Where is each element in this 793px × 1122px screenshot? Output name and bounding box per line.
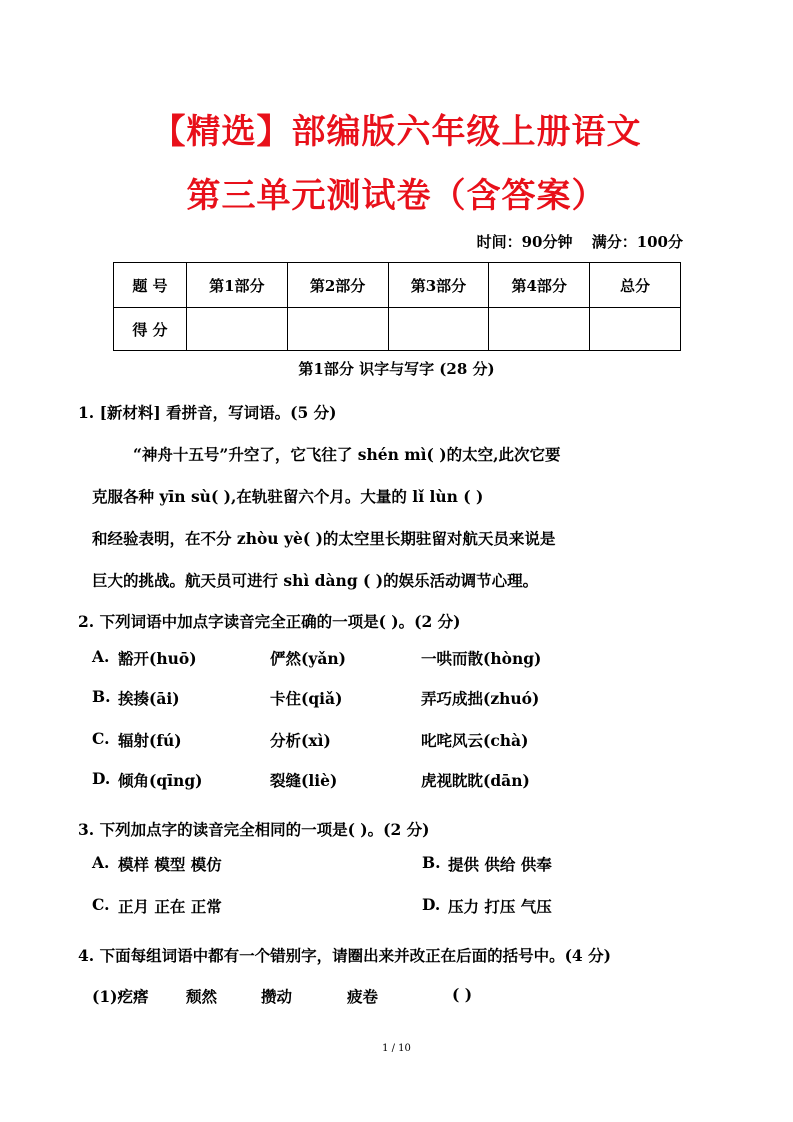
header-cell: 第4部分 xyxy=(489,263,590,308)
option-word: 俨然(yǎn) xyxy=(270,649,346,668)
answer-bracket[interactable]: ( ) xyxy=(452,985,473,1004)
document-title-line1: 【精选】部编版六年级上册语文 xyxy=(151,112,642,152)
option-word: 叱咤风云(chà) xyxy=(421,731,529,750)
time-limit: 时间：90分钟 xyxy=(476,233,573,251)
question-4-stem: 4. 下面每组词语中都有一个错别字，请圈出来并改正在后面的括号中。(4 分) xyxy=(78,946,611,965)
option-words: 正月 正在 正常 xyxy=(118,897,222,916)
score-cell[interactable] xyxy=(186,308,287,351)
score-cell[interactable] xyxy=(287,308,388,351)
question-1-line: “神舟十五号”升空了，它飞往了 shén mì( )的太空,此次它要 xyxy=(133,445,561,464)
page-number: 1 / 10 xyxy=(382,1043,411,1054)
header-cell: 总分 xyxy=(590,263,681,308)
question-4-word: 颓然 xyxy=(186,987,218,1006)
option-words: 压力 打压 气压 xyxy=(448,897,552,916)
option-label: B. xyxy=(422,853,441,872)
option-label: D. xyxy=(92,769,111,788)
question-1-stem: 1. [新材料] 看拼音，写词语。(5 分) xyxy=(78,403,337,422)
option-words: 模样 模型 模仿 xyxy=(118,855,222,874)
option-word: 豁开(huō) xyxy=(118,649,197,668)
question-1-line: 克服各种 yīn sù( ),在轨驻留六个月。大量的 lǐ lùn ( ) xyxy=(92,487,484,506)
score-row-label: 得 分 xyxy=(114,308,187,351)
option-word: 虎视眈眈(dān) xyxy=(421,771,530,790)
score-cell[interactable] xyxy=(388,308,489,351)
header-cell: 第3部分 xyxy=(388,263,489,308)
option-label: C. xyxy=(92,895,110,914)
score-cell[interactable] xyxy=(489,308,590,351)
question-2-stem: 2. 下列词语中加点字读音完全正确的一项是( )。(2 分) xyxy=(78,612,461,631)
header-cell: 题 号 xyxy=(114,263,187,308)
option-label: D. xyxy=(422,895,441,914)
question-4-word: 疲卷 xyxy=(347,987,379,1006)
question-3-stem: 3. 下列加点字的读音完全相同的一项是( )。(2 分) xyxy=(78,820,430,839)
option-word: 辐射(fú) xyxy=(118,731,182,750)
score-table xyxy=(113,262,681,351)
option-word: 卡住(qiǎ) xyxy=(270,689,343,708)
question-4-word: (1)疙瘩 xyxy=(92,987,149,1006)
option-word: 分析(xì) xyxy=(270,731,331,750)
option-word: 倾角(qīng) xyxy=(118,771,203,790)
option-words: 提供 供给 供奉 xyxy=(448,855,552,874)
header-cell: 第2部分 xyxy=(287,263,388,308)
question-1-line: 巨大的挑战。航天员可进行 shì dàng ( )的娱乐活动调节心理。 xyxy=(92,571,539,590)
score-table-header-row xyxy=(114,263,681,308)
option-label: B. xyxy=(92,687,111,706)
question-1-line: 和经验表明，在不分 zhòu yè( )的太空里长期驻留对航天员来说是 xyxy=(92,529,556,548)
score-table-score-row xyxy=(114,308,681,351)
score-cell[interactable] xyxy=(590,308,681,351)
document-title-line2: 第三单元测试卷（含答案） xyxy=(186,176,607,216)
option-label: A. xyxy=(92,647,110,666)
option-word: 弄巧成拙(zhuó) xyxy=(421,689,540,708)
question-4-word: 攒动 xyxy=(261,987,293,1006)
option-word: 挨揍(āi) xyxy=(118,689,180,708)
exam-meta xyxy=(463,231,683,252)
section-heading: 第1部分 识字与写字 (28 分) xyxy=(298,360,495,378)
option-word: 裂缝(liè) xyxy=(270,771,338,790)
option-word: 一哄而散(hòng) xyxy=(421,649,542,668)
option-label: A. xyxy=(92,853,110,872)
full-score: 满分：100分 xyxy=(591,233,683,251)
option-label: C. xyxy=(92,729,110,748)
header-cell: 第1部分 xyxy=(186,263,287,308)
